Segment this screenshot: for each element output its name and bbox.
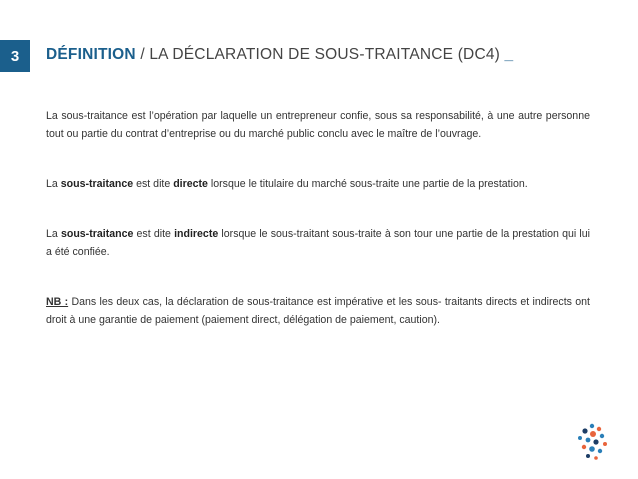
p2-term: sous-traitance [60, 178, 134, 190]
p3-d: lorsque le sous-traitant sous-traite à son tour une partie de la prestation qui lui a été confiée. [46, 228, 590, 258]
p2-a: La [46, 178, 61, 190]
dots-cluster-logo-icon [572, 422, 612, 462]
paragraph-definition-text: La sous-traitance est l’opération par laquelle un entrepreneur confie, sous sa responsabilité, à une autre personne tout ou partie du contrat d’entreprise ou du marché public conclu avec le maître de l’ouvrage. [46, 110, 590, 140]
slide-number: 3 [10, 47, 20, 65]
p3-c: est dite [133, 228, 175, 240]
page-title [46, 46, 513, 64]
paragraph-directe [46, 175, 590, 193]
nb-label: NB : [46, 296, 69, 308]
slide-number-badge [0, 40, 30, 72]
nb-text: Dans les deux cas, la déclaration de sous-traitance est impérative et les sous- traitants directs et indirects ont droit à une garantie de paiement (paiement direct, délégation de paiement, caution). [46, 296, 590, 326]
paragraph-definition [46, 107, 590, 143]
p3-term: sous-traitance [60, 228, 134, 240]
p2-c: est dite [133, 178, 174, 190]
paragraph-indirecte [46, 225, 590, 261]
title-rest: / LA DÉCLARATION DE SOUS-TRAITANCE (DC4) [135, 46, 505, 63]
p2-d: lorsque le titulaire du marché sous-traite une partie de la prestation. [207, 178, 528, 190]
title-dash: _ [504, 46, 514, 63]
p3-keyword: indirecte [174, 228, 219, 240]
p2-keyword: directe [173, 178, 208, 190]
title-strong: DÉFINITION [46, 46, 136, 63]
p3-a: La [46, 228, 61, 240]
paragraph-nb [46, 293, 590, 329]
